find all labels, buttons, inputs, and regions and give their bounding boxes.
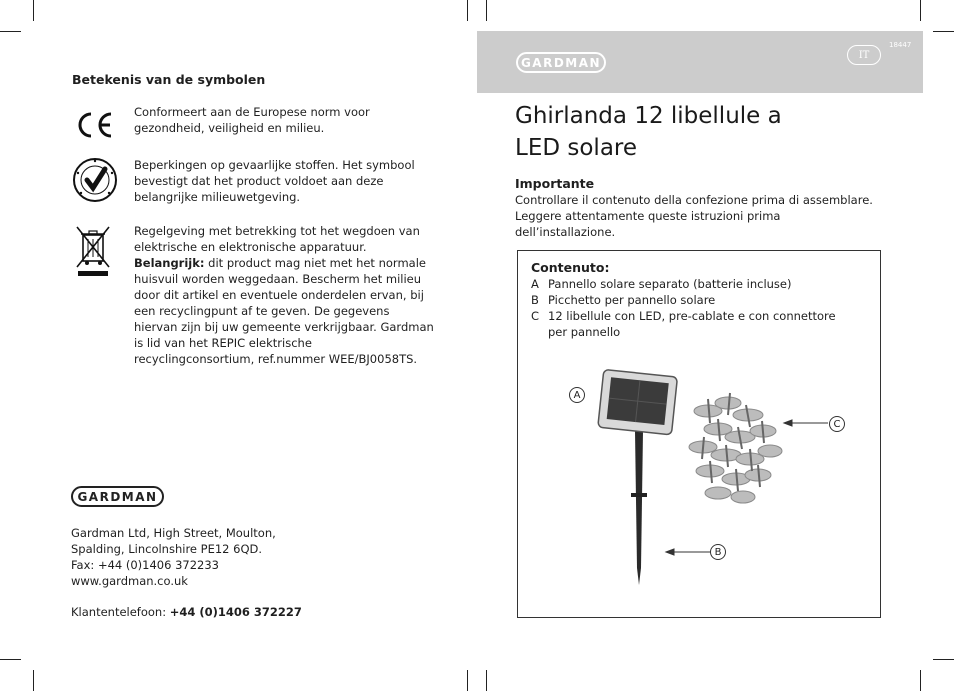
crop-mark [920, 0, 921, 21]
weee-text-intro: Regelgeving met betrekking tot het wegdoen van elektrische en elektronische apparatuur. [134, 224, 420, 254]
address-line: Gardman Ltd, High Street, Moulton, [71, 526, 276, 540]
gardman-logo: GARDMAN [71, 486, 164, 507]
item-text: Pannello solare separato (batterie incluse) [548, 277, 792, 291]
crop-mark [467, 670, 468, 691]
item-letter: A [531, 277, 539, 291]
crop-mark [33, 670, 34, 691]
address-line: Spalding, Lincolnshire PE12 6QD. [71, 542, 263, 556]
title-line-1: Ghirlanda 12 libellule a [515, 103, 782, 129]
symbol-row-weee [72, 223, 434, 366]
contents-item-a [531, 276, 871, 292]
contents-box [517, 250, 881, 618]
callout-a: A [569, 387, 585, 403]
solar-panel-illustration [598, 369, 678, 434]
important-line: Leggere attentamente queste istruzioni prima [515, 209, 781, 223]
important-line: dell’installazione. [515, 225, 616, 239]
crop-mark [486, 670, 487, 691]
rohs-compliant-icon [72, 157, 118, 207]
item-letter: C [531, 309, 540, 323]
phone-label: Klantentelefoon: [71, 605, 170, 619]
company-address [71, 525, 371, 589]
important-text [515, 192, 875, 240]
crop-mark [33, 0, 34, 21]
contents-item-c [531, 308, 871, 340]
crop-mark [0, 659, 21, 660]
crop-mark [486, 0, 487, 21]
weee-description [134, 223, 434, 367]
crop-mark [933, 31, 954, 32]
header-gardman-logo: GARDMAN [516, 52, 606, 73]
header-band [477, 31, 923, 93]
crop-mark [920, 670, 921, 691]
customer-phone [71, 604, 371, 620]
arrow-c [784, 420, 828, 426]
crop-mark [467, 0, 468, 21]
item-text-continued: per pannello [548, 325, 621, 339]
callout-c: C [829, 416, 845, 432]
ce-mark-icon [74, 110, 114, 144]
title-line-2: LED solare [515, 135, 638, 161]
important-line: Controllare il contenuto della confezione prima di assemblare. [515, 193, 873, 207]
page-title [515, 100, 782, 164]
rohs-description: Beperkingen op gevaarlijke stoffen. Het symbool bevestigt dat het product voldoet aan deze belangrijke milieuwetgeving. [134, 158, 415, 204]
item-letter: B [531, 293, 539, 307]
contents-item-b [531, 292, 871, 308]
language-badge: IT [847, 45, 881, 65]
callout-b: B [710, 544, 726, 560]
symbol-row-ce [72, 104, 432, 148]
weee-text-body: dit product mag niet met het normale huisvuil worden weggedaan. Bescherm het milieu door dit artikel en eventuele onderdelen ervan, bij een recyclingpunt af te geven. De gegevens hiervan zijn bij uw gemeente verkrijgbaar. Gardman is lid van het REPIC elektrische recyclingconsortium, ref.nummer WEE/BJ0058TS. [134, 256, 434, 366]
crop-mark [0, 31, 21, 32]
item-text: 12 libellule con LED, pre-cablate e con connettore [548, 309, 836, 323]
website-link[interactable]: www.gardman.co.uk [71, 574, 188, 588]
ce-description: Conformeert aan de Europese norm voor gezondheid, veiligheid en milieu. [134, 105, 370, 135]
product-code: 18447 [889, 41, 912, 49]
fax-line: Fax: +44 (0)1406 372233 [71, 558, 219, 572]
symbol-row-rohs [72, 157, 432, 209]
weee-important-label: Belangrijk: [134, 256, 205, 270]
item-text: Picchetto per pannello solare [548, 293, 716, 307]
arrow-b [666, 549, 712, 555]
crop-mark [933, 659, 954, 660]
stake-illustration [635, 431, 643, 585]
crossed-out-bin-icon [75, 225, 111, 281]
phone-number: +44 (0)1406 372227 [169, 605, 302, 619]
important-heading: Importante [515, 176, 595, 191]
contents-heading: Contenuto: [531, 260, 610, 275]
symbols-heading: Betekenis van de symbolen [72, 72, 266, 87]
